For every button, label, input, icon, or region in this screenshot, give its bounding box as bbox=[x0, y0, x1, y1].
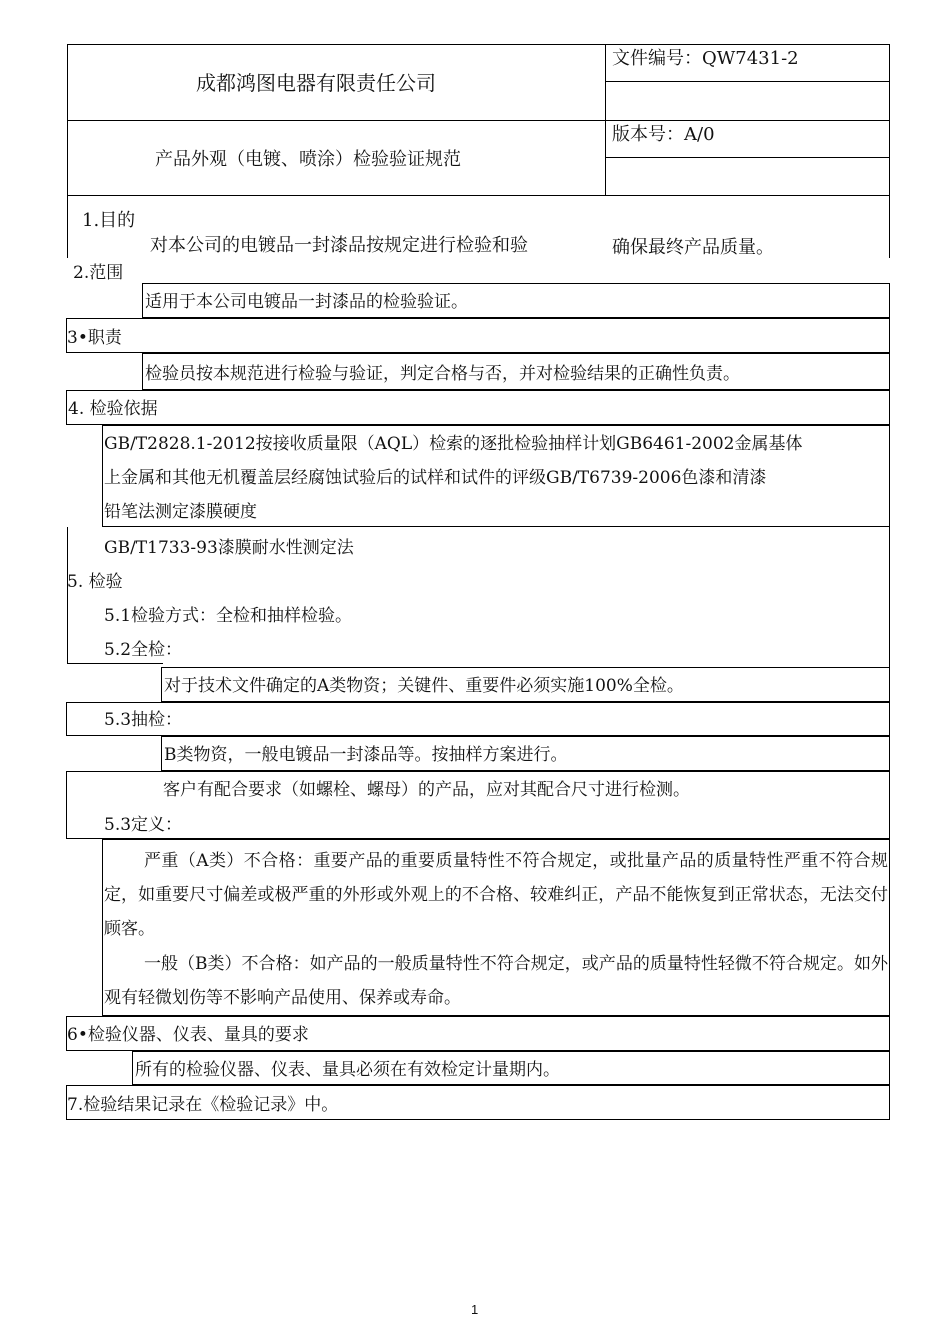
sample-heading-row bbox=[66, 702, 890, 736]
scope-text: 适用于本公司电镀品一封漆品的检验验证。 bbox=[145, 292, 468, 312]
header-row-divider bbox=[67, 120, 890, 121]
purpose-heading: 1.目的 bbox=[82, 210, 136, 231]
basis-line-2: 上金属和其他无机覆盖层经腐蚀试验后的试样和试件的评级GB/T6739-2006色漆和清漆 bbox=[104, 468, 767, 488]
purpose-text-clip bbox=[150, 230, 590, 258]
page-number: 1 bbox=[471, 1302, 479, 1317]
definition-heading: 5.3定义： bbox=[104, 815, 183, 835]
basis-line-3: 铅笔法测定漆膜硬度 bbox=[104, 502, 257, 522]
instruments-heading: 6•检验仪器、仪表、量具的要求 bbox=[67, 1025, 309, 1045]
basis-line-4: GB/T1733-93漆膜耐水性测定法 bbox=[104, 538, 354, 558]
document-title: 产品外观（电镀、喷涂）检验验证规范 bbox=[155, 149, 461, 170]
inspection-method: 5.1检验方式：全检和抽样检验。 bbox=[104, 606, 353, 626]
basis-heading-row bbox=[66, 390, 890, 425]
header-column-divider bbox=[605, 44, 606, 196]
basis-line-1: GB/T2828.1-2012按接收质量限（AQL）检索的逐批检验抽样计划GB6461-2002金属基体 bbox=[104, 434, 803, 454]
purpose-text-right-clip bbox=[612, 230, 812, 258]
inspection-block-left bbox=[67, 527, 68, 663]
inspection-heading: 5. 检验 bbox=[67, 572, 123, 592]
document-number: 文件编号：QW7431-2 bbox=[612, 48, 799, 69]
instruments-text: 所有的检验仪器、仪表、量具必须在有效检定计量期内。 bbox=[135, 1060, 560, 1080]
company-name: 成都鸿图电器有限责任公司 bbox=[196, 71, 436, 95]
header-right-divider-2 bbox=[605, 157, 890, 158]
purpose-left-border bbox=[67, 196, 68, 258]
customer-text: 客户有配合要求（如螺栓、螺母）的产品，应对其配合尺寸进行检测。 bbox=[163, 780, 690, 800]
sample-text: B类物资，一般电镀品一封漆品等。按抽样方案进行。 bbox=[164, 745, 568, 765]
definition-b: 一般（B类）不合格：如产品的一般质量特性不符合规定，或产品的质量特性轻微不符合规定。如外观有轻微划伤等不影响产品使用、保养或寿命。 bbox=[104, 954, 888, 1008]
purpose-right-border bbox=[889, 196, 890, 258]
full-inspection-heading: 5.2全检： bbox=[104, 640, 183, 660]
responsibility-heading-row bbox=[66, 318, 890, 353]
purpose-text-right: 确保最终产品质量。 bbox=[612, 237, 774, 258]
basis-heading: 4. 检验依据 bbox=[68, 399, 158, 419]
definition-a: 严重（A类）不合格：重要产品的重要质量特性不符合规定，或批量产品的质量特性严重不符合规定，如重要尺寸偏差或极严重的外形或外观上的不合格、较难纠正，产品不能恢复到正常状态，无法交付顾客。 bbox=[104, 851, 888, 939]
version-number: 版本号：A/0 bbox=[612, 124, 715, 145]
inspection-block-bottom bbox=[67, 663, 163, 664]
full-inspection-text: 对于技术文件确定的A类物资；关键件、重要件必须实施100%全检。 bbox=[164, 676, 684, 696]
sample-heading: 5.3抽检： bbox=[104, 710, 183, 730]
scope-heading: 2.范围 bbox=[73, 263, 124, 283]
purpose-text-left: 对本公司的电镀品一封漆品按规定进行检验和验 bbox=[150, 235, 528, 256]
responsibility-text: 检验员按本规范进行检验与验证，判定合格与否，并对检验结果的正确性负责。 bbox=[145, 364, 740, 384]
responsibility-heading: 3•职责 bbox=[67, 328, 122, 348]
header-right-divider-1 bbox=[605, 81, 890, 82]
inspection-block-right bbox=[889, 527, 890, 667]
records-text: 7.检验结果记录在《检验记录》中。 bbox=[67, 1095, 339, 1115]
